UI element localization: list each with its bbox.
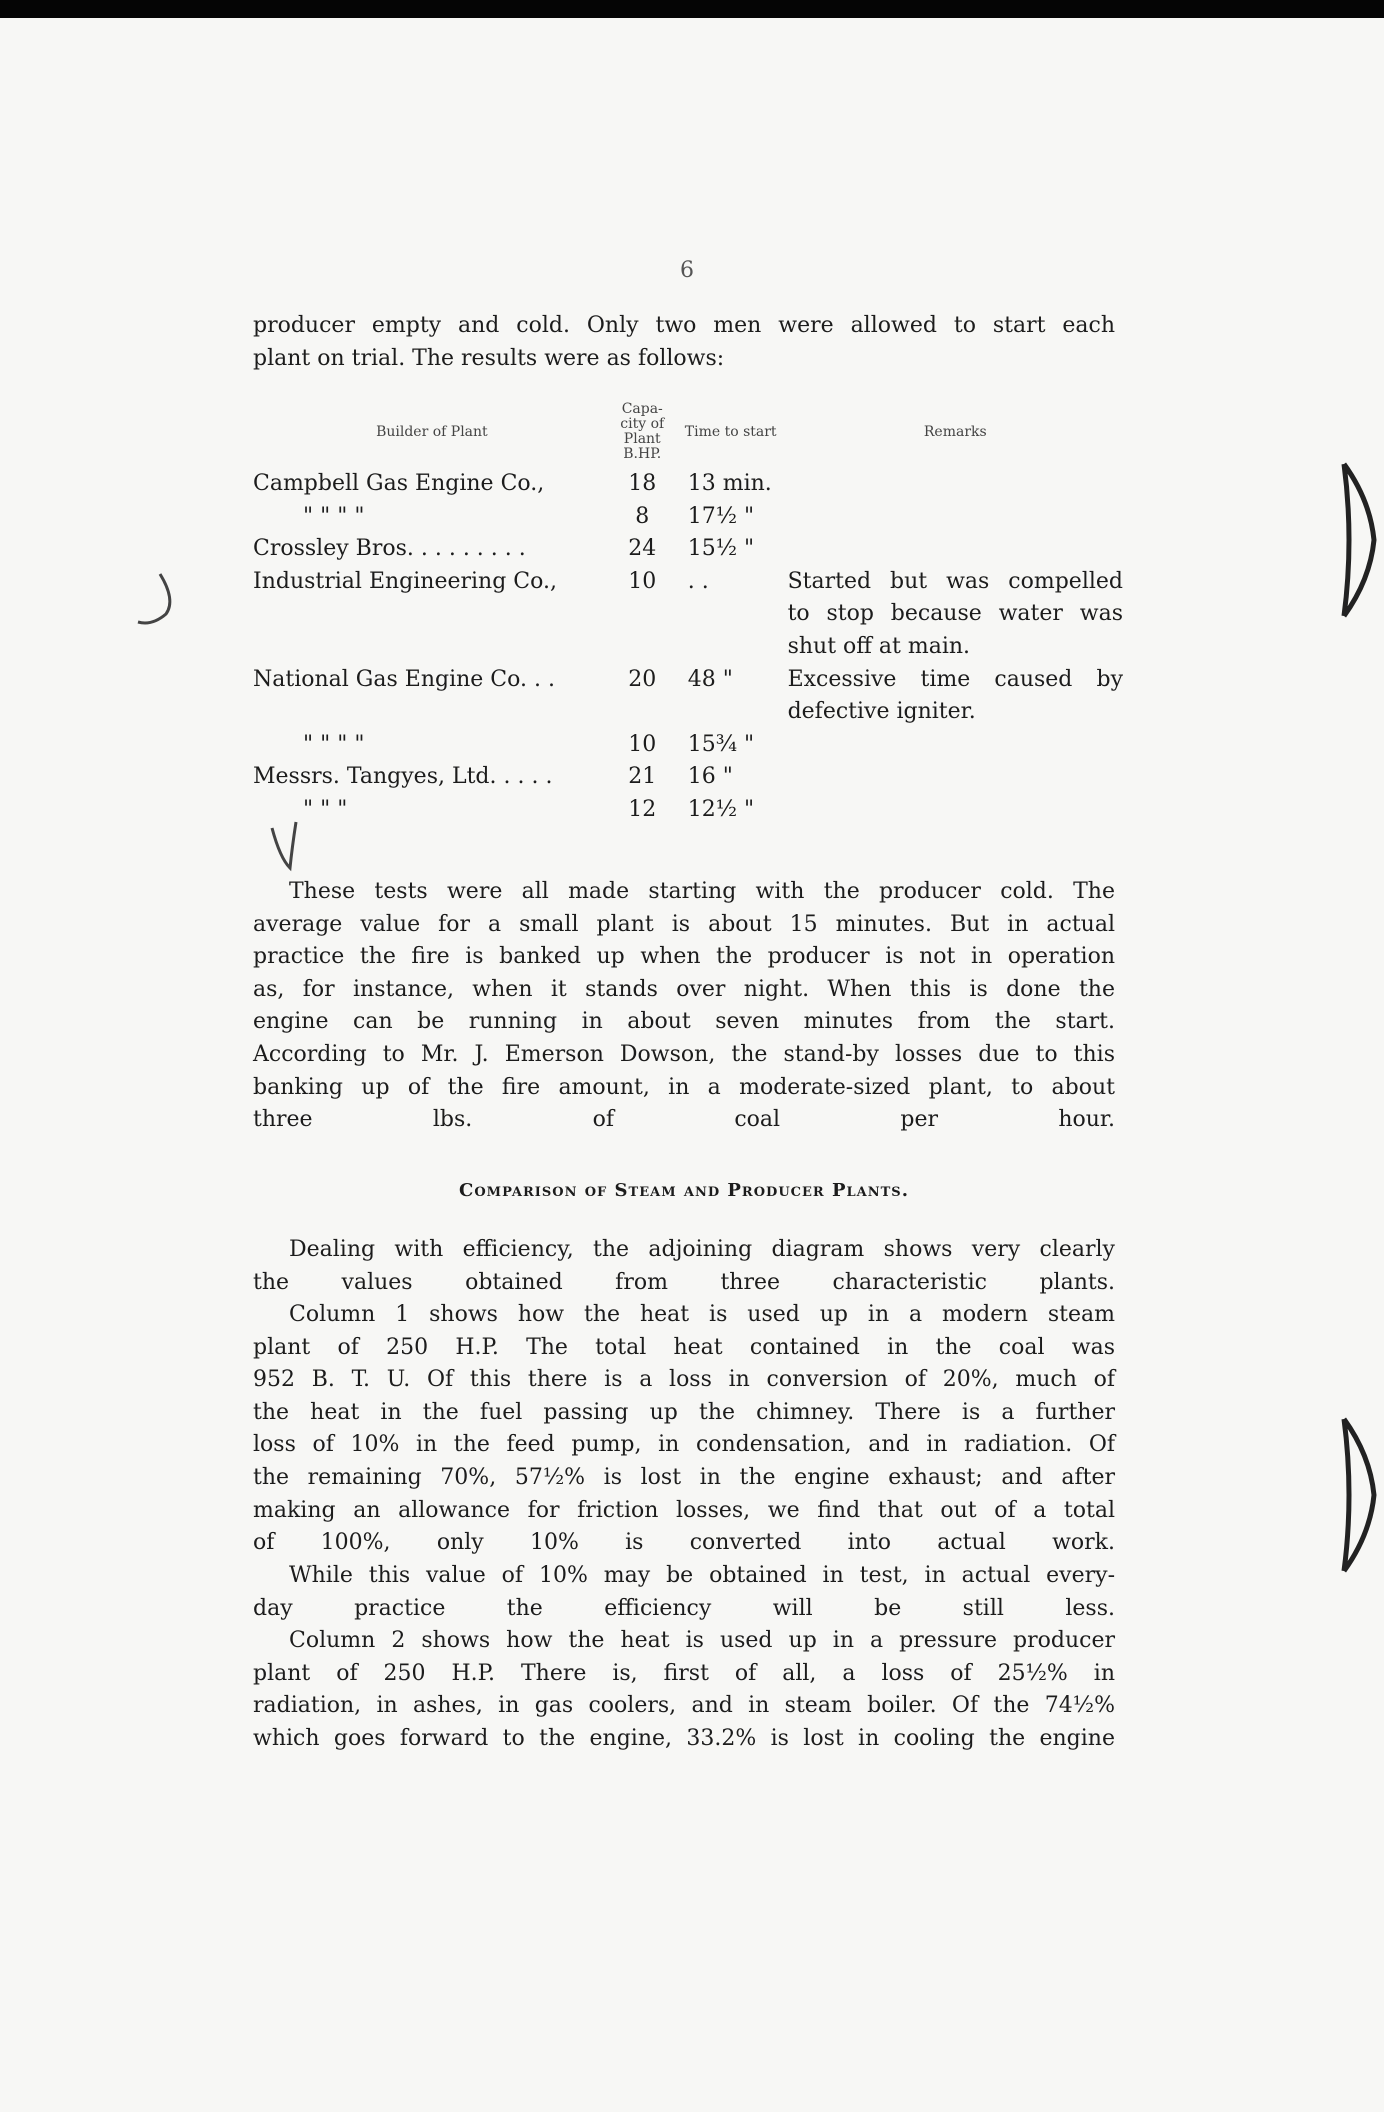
margin-check-mark xyxy=(268,818,308,878)
cell-time: 13 min. xyxy=(687,471,772,496)
column2-paragraph xyxy=(253,1625,1115,1755)
cell-remarks xyxy=(788,533,1123,566)
text-line: These tests were all made starting with the producer cold. The xyxy=(289,879,1115,904)
everyday-paragraph xyxy=(253,1560,1115,1625)
remark-line: Excessive time caused by xyxy=(787,666,1123,692)
results-table xyxy=(253,402,1123,827)
cell-builder: Campbell Gas Engine Co., xyxy=(253,471,545,496)
text-line: the remaining 70%, 57½% is lost in the engine exhaust; and after xyxy=(253,1464,1115,1490)
cell-time: 16 " xyxy=(687,764,733,790)
cell-builder: National Gas Engine Co. . . xyxy=(253,666,555,692)
cell-capacity: 12 xyxy=(628,796,657,822)
text-line: the heat in the fuel passing up the chimney. There is a further xyxy=(253,1399,1115,1425)
cell-time: . . xyxy=(687,568,709,594)
cell-capacity: 18 xyxy=(628,471,657,496)
intro-line: producer empty and cold. Only two men were allowed to start each xyxy=(253,313,1115,338)
cell-remarks xyxy=(788,761,1123,794)
remark-line: shut off at main. xyxy=(787,633,971,659)
cell-time: 17½ " xyxy=(687,503,755,529)
cell-remarks xyxy=(788,566,1123,664)
text-line: loss of 10% in the feed pump, in condensation, and in radiation. Of xyxy=(253,1432,1115,1458)
text-line: which goes forward to the engine, 33.2% is lost in cooling the engine xyxy=(253,1725,1115,1751)
table-row xyxy=(253,729,1123,762)
binding-clip-mark xyxy=(1330,1415,1380,1575)
text-line: banking up of the fire amount, in a moderate-sized plant, to about xyxy=(253,1074,1115,1100)
text-line: radiation, in ashes, in gas coolers, and in steam boiler. Of the 74½% xyxy=(253,1693,1115,1719)
cell-remarks xyxy=(788,664,1123,729)
text-line: making an allowance for friction losses, we find that out of a total xyxy=(253,1497,1115,1523)
header-capacity: Capa-city of Plant B.HP. xyxy=(620,401,665,462)
intro-paragraph xyxy=(253,310,1115,375)
text-line: While this value of 10% may be obtained in test, in actual every- xyxy=(289,1563,1115,1588)
cell-builder: " " " xyxy=(303,796,348,822)
table-row xyxy=(253,468,1123,501)
table-row xyxy=(253,533,1123,566)
table-row xyxy=(253,566,1123,664)
text-line: day practice the efficiency will be still less. xyxy=(253,1595,1115,1621)
cell-builder: Industrial Engineering Co., xyxy=(253,568,557,594)
cell-time: 15½ " xyxy=(687,536,755,562)
header-remarks: Remarks xyxy=(923,423,987,440)
binding-clip-mark xyxy=(1330,460,1380,620)
cell-capacity: 10 xyxy=(628,568,657,594)
text-line: Dealing with efficiency, the adjoining diagram shows very clearly xyxy=(289,1237,1115,1262)
cell-capacity: 21 xyxy=(628,764,657,790)
column1-paragraph xyxy=(253,1299,1115,1560)
margin-check-mark xyxy=(130,570,190,630)
cell-capacity: 8 xyxy=(635,503,650,529)
cell-builder: " " " " xyxy=(303,503,365,529)
cell-remarks xyxy=(788,501,1123,534)
text-line: plant of 250 H.P. The total heat contained in the coal was xyxy=(253,1334,1115,1360)
remark-line: defective igniter. xyxy=(787,699,976,725)
table-row xyxy=(253,501,1123,534)
text-line: as, for instance, when it stands over night. When this is done the xyxy=(253,976,1115,1002)
text-line: According to Mr. J. Emerson Dowson, the stand-by losses due to this xyxy=(253,1041,1115,1067)
cell-builder: Crossley Bros. . . . . . . . . xyxy=(253,536,526,562)
table-row xyxy=(253,794,1123,827)
remark-line: Started but was compelled xyxy=(787,568,1123,594)
text-line: the values obtained from three characteristic plants. xyxy=(253,1269,1115,1295)
page-number: 6 xyxy=(680,258,694,283)
text-line: Column 1 shows how the heat is used up in a modern steam xyxy=(289,1302,1115,1327)
cell-capacity: 20 xyxy=(628,666,657,692)
efficiency-paragraph xyxy=(253,1234,1115,1299)
results-table-header-row xyxy=(253,402,1123,468)
text-line: practice the fire is banked up when the producer is not in operation xyxy=(253,944,1115,970)
cell-time: 12½ " xyxy=(687,796,755,822)
cell-capacity: 24 xyxy=(628,536,657,562)
cell-builder: Messrs. Tangyes, Ltd. . . . . xyxy=(253,764,553,790)
cell-remarks xyxy=(788,729,1123,762)
cell-remarks xyxy=(788,794,1123,827)
remark-line: to stop because water was xyxy=(787,601,1123,627)
table-row xyxy=(253,761,1123,794)
text-line: engine can be running in about seven minutes from the start. xyxy=(253,1009,1115,1035)
text-line: average value for a small plant is about 15 minutes. But in actual xyxy=(253,911,1115,937)
cell-capacity: 10 xyxy=(628,731,657,757)
cell-remarks xyxy=(788,468,1123,501)
text-line: of 100%, only 10% is converted into actual work. xyxy=(253,1530,1115,1556)
cell-time: 15¾ " xyxy=(687,731,755,757)
section-heading: Comparison of Steam and Producer Plants. xyxy=(459,1180,909,1201)
text-line: plant of 250 H.P. There is, first of all, a loss of 25½% in xyxy=(253,1660,1115,1686)
intro-line: plant on trial. The results were as follows: xyxy=(253,345,725,371)
text-line: three lbs. of coal per hour. xyxy=(253,1107,1115,1133)
cell-time: 48 " xyxy=(687,666,733,692)
text-line: Column 2 shows how the heat is used up in a pressure producer xyxy=(289,1628,1115,1653)
scan-top-border xyxy=(0,0,1384,18)
table-row xyxy=(253,664,1123,729)
cell-builder: " " " " xyxy=(303,731,365,757)
text-line: 952 B. T. U. Of this there is a loss in conversion of 20%, much of xyxy=(253,1367,1115,1393)
header-builder: Builder of Plant xyxy=(376,423,488,440)
header-time: Time to start xyxy=(684,423,777,440)
tests-paragraph xyxy=(253,876,1115,1137)
